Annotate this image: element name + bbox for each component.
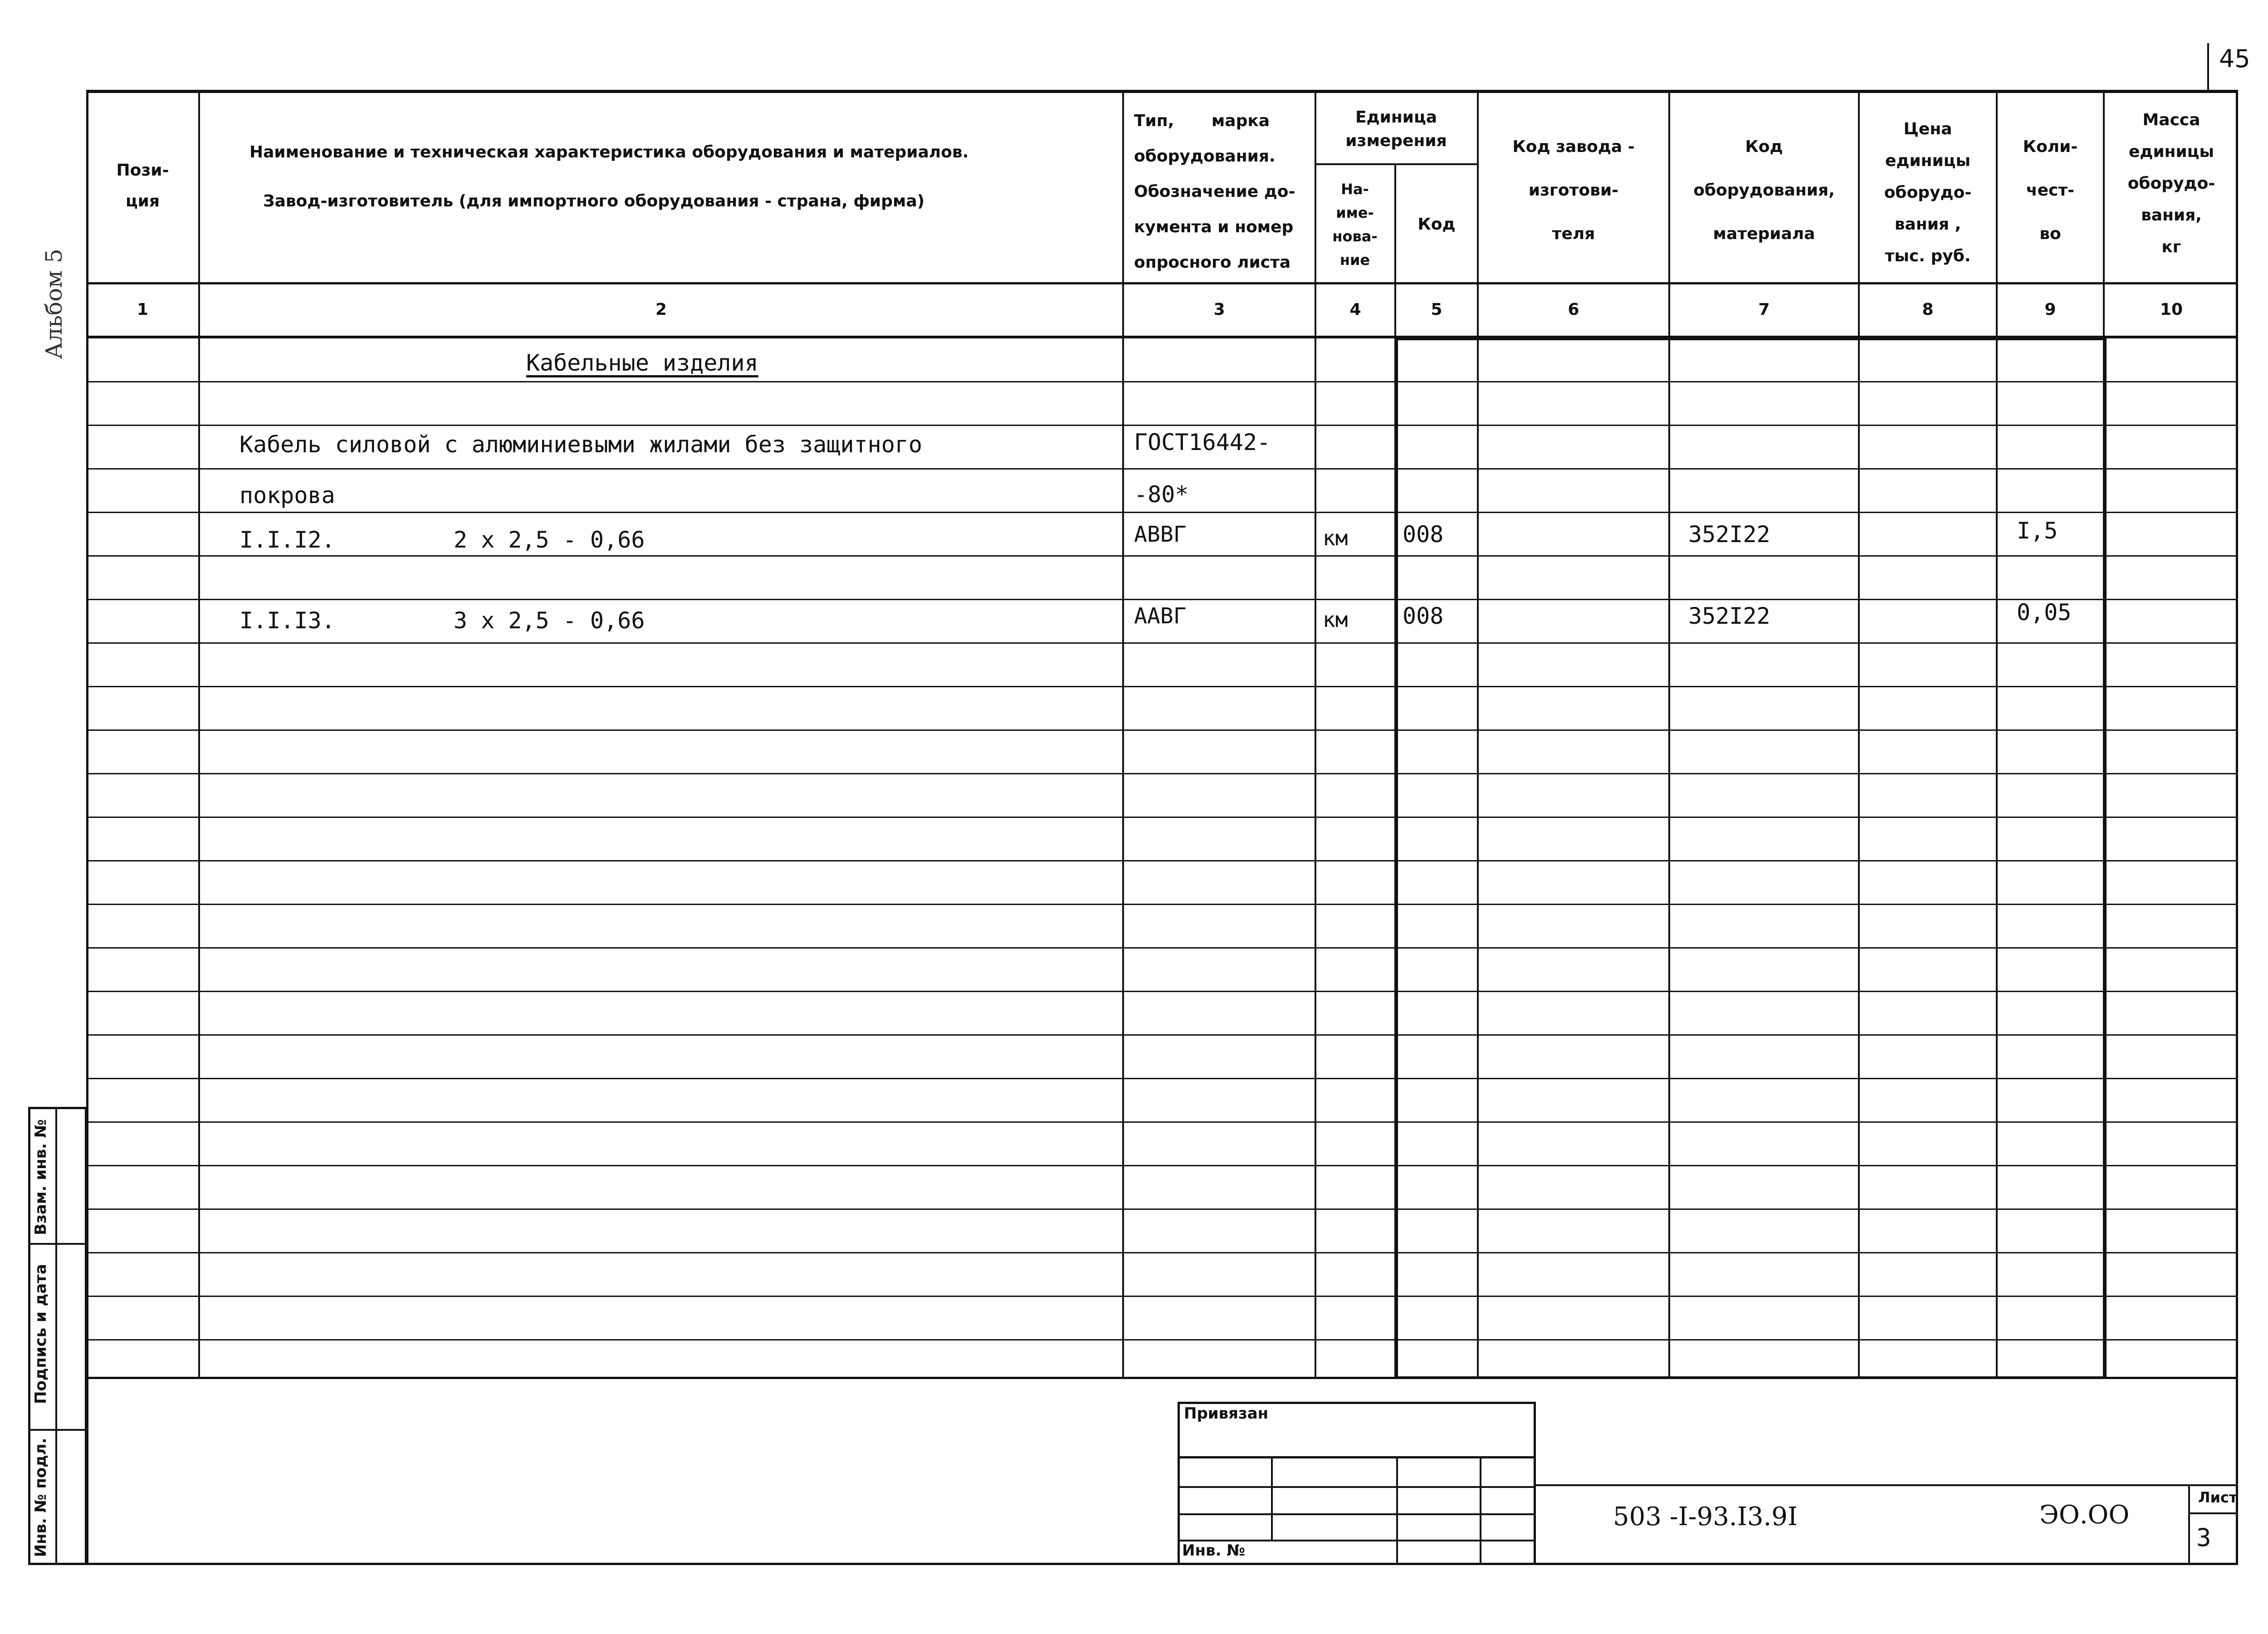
item1-spec: 2 х 2,5 - 0,66 bbox=[454, 527, 645, 553]
section-title: Кабельные изделия bbox=[526, 350, 758, 376]
bottom-frame bbox=[86, 1377, 2238, 1565]
col-number-1: 1 bbox=[137, 300, 149, 319]
header-type-l4: кумента и номер bbox=[1134, 217, 1294, 236]
page-number-divider bbox=[2207, 43, 2209, 93]
list-hline bbox=[2188, 1512, 2238, 1514]
privyazan-line-2 bbox=[1178, 1486, 1536, 1488]
header-equip-l2: оборудования, bbox=[1693, 181, 1835, 200]
header-equip-l3: материала bbox=[1713, 225, 1815, 243]
album-label bbox=[41, 236, 68, 372]
header-unit-name-l2: име- bbox=[1336, 204, 1374, 221]
header-mass bbox=[2105, 100, 2238, 268]
row-rule bbox=[86, 1208, 2238, 1210]
col-line-2 bbox=[1122, 91, 1124, 1379]
privyazan-line-3 bbox=[1178, 1513, 1536, 1515]
header-type-l2: оборудования. bbox=[1134, 147, 1276, 166]
item1-unit: км bbox=[1323, 526, 1348, 550]
header-mass-l4: вания, bbox=[2141, 206, 2202, 225]
item2-equipment-code: 352I22 bbox=[1688, 603, 1770, 629]
col-number-9: 9 bbox=[2044, 300, 2056, 319]
header-mass-l1: Масса bbox=[2142, 111, 2200, 129]
header-unit-l1: Единица bbox=[1355, 108, 1437, 127]
page-number: 45 bbox=[2219, 44, 2250, 73]
item2-type: ААВГ bbox=[1134, 603, 1187, 629]
inv-no-label: Инв. № bbox=[1182, 1541, 1246, 1560]
header-unit-code bbox=[1396, 168, 1477, 281]
row-rule bbox=[86, 686, 2238, 687]
row-doc-line2: -80* bbox=[1134, 481, 1189, 508]
header-unit-name bbox=[1315, 168, 1394, 281]
header-quantity bbox=[1998, 113, 2103, 268]
header-unit-l2: измерения bbox=[1345, 132, 1447, 150]
row-rule bbox=[86, 599, 2238, 600]
row-rule bbox=[86, 1296, 2238, 1297]
col-line-1 bbox=[198, 91, 200, 1379]
side-stamp-inner-line bbox=[55, 1107, 57, 1565]
sheet-code: ЭО.ОО bbox=[2039, 1500, 2130, 1530]
row-rule bbox=[86, 381, 2238, 382]
header-unit-name-l1: На- bbox=[1341, 181, 1369, 198]
header-price-l1: Цена bbox=[1903, 120, 1952, 138]
row-rule bbox=[86, 773, 2238, 774]
item1-position: I.I.I2. bbox=[240, 527, 335, 553]
col-number-7: 7 bbox=[1758, 300, 1770, 319]
header-name bbox=[200, 122, 1122, 231]
header-position-l1: Пози- bbox=[116, 161, 169, 180]
row-doc-line1: ГОСТ16442- bbox=[1134, 429, 1271, 455]
header-unit-name-l3: нова- bbox=[1332, 228, 1378, 245]
item1-equipment-code: 352I22 bbox=[1688, 521, 1770, 548]
header-factory-l3: теля bbox=[1552, 225, 1595, 243]
header-equip-l1: Код bbox=[1745, 137, 1783, 156]
header-unit-name-l4: ние bbox=[1339, 251, 1370, 269]
row-rule bbox=[86, 1252, 2238, 1253]
row-rule bbox=[86, 1165, 2238, 1166]
item2-position: I.I.I3. bbox=[240, 607, 335, 634]
privyazan-label: Привязан bbox=[1184, 1404, 1269, 1423]
header-price bbox=[1860, 109, 1996, 277]
row-rule bbox=[86, 1034, 2238, 1036]
header-mass-l5: кг bbox=[2161, 238, 2181, 256]
row-rule bbox=[86, 947, 2238, 949]
header-unit-group bbox=[1315, 98, 1477, 161]
privyazan-vline-1 bbox=[1271, 1456, 1273, 1541]
col-number-3: 3 bbox=[1213, 300, 1225, 319]
header-position-l2: ция bbox=[125, 192, 160, 210]
item2-spec: 3 х 2,5 - 0,66 bbox=[454, 607, 645, 634]
header-qty-l3: во bbox=[2039, 225, 2061, 243]
header-qty-l1: Коли- bbox=[2023, 137, 2078, 156]
row-rule bbox=[86, 1078, 2238, 1079]
side-inv-podl-label: Инв. № подл. bbox=[32, 1438, 50, 1557]
header-qty-l2: чест- bbox=[2026, 181, 2075, 200]
row-desc-line2: покрова bbox=[240, 482, 335, 509]
doc-code-top-line bbox=[1535, 1484, 2238, 1486]
list-number: 3 bbox=[2196, 1523, 2211, 1552]
header-mass-l2: единицы bbox=[2128, 142, 2214, 161]
row-rule bbox=[86, 512, 2238, 513]
row-rule bbox=[86, 642, 2238, 644]
header-factory-l1: Код завода - bbox=[1512, 137, 1635, 156]
col-number-8: 8 bbox=[1922, 300, 1934, 319]
privyazan-line-1 bbox=[1178, 1456, 1536, 1458]
thick-region bbox=[1395, 338, 2107, 1379]
header-name-l2: Завод-изготовитель (для импортного оборудования - страна, фирма) bbox=[263, 192, 925, 210]
doc-code: 503 -I-93.I3.9I bbox=[1613, 1502, 1798, 1531]
list-vline bbox=[2188, 1484, 2190, 1565]
header-type-l3: Обозначение до- bbox=[1134, 182, 1295, 201]
row-rule bbox=[86, 1339, 2238, 1340]
unit-subheader-line bbox=[1315, 163, 1477, 165]
header-price-l5: тыс. руб. bbox=[1885, 247, 1971, 265]
item2-unit: км bbox=[1323, 607, 1348, 632]
top-extension-line bbox=[86, 90, 2238, 92]
header-equipment-code bbox=[1670, 113, 1858, 268]
header-unit-code-l1: Код bbox=[1418, 215, 1456, 234]
header-factory-l2: изготови- bbox=[1528, 181, 1619, 200]
row-rule bbox=[86, 425, 2238, 426]
row-rule bbox=[86, 860, 2238, 861]
header-type-l1: Тип, марка bbox=[1134, 111, 1270, 130]
privyazan-vline-3 bbox=[1480, 1456, 1481, 1565]
header-type-l5: опросного листа bbox=[1134, 253, 1291, 272]
header-factory-code bbox=[1479, 113, 1668, 268]
col-line-3 bbox=[1315, 91, 1316, 1379]
header-mass-l3: оборудо- bbox=[2127, 174, 2215, 193]
list-label: Лист bbox=[2198, 1489, 2238, 1506]
item1-unit-code: 008 bbox=[1403, 521, 1444, 548]
album-label-text: Альбом 5 bbox=[41, 249, 67, 359]
side-vzam-label: Взам. инв. № bbox=[32, 1119, 50, 1235]
row-rule bbox=[86, 904, 2238, 905]
row-rule bbox=[86, 817, 2238, 818]
side-podpis-label: Подпись и дата bbox=[32, 1264, 50, 1404]
row-rule bbox=[86, 1121, 2238, 1123]
row-rule bbox=[86, 991, 2238, 992]
item1-type: АВВГ bbox=[1134, 522, 1187, 547]
col-number-5: 5 bbox=[1431, 300, 1442, 319]
col-number-2: 2 bbox=[655, 300, 667, 319]
header-price-l2: единицы bbox=[1885, 152, 1971, 170]
col-number-6: 6 bbox=[1568, 300, 1579, 319]
header-position bbox=[87, 136, 198, 236]
privyazan-vline-2 bbox=[1396, 1456, 1398, 1565]
header-name-l1: Наименование и техническая характеристика оборудования и материалов. bbox=[249, 143, 969, 161]
item1-quantity: I,5 bbox=[2017, 518, 2058, 544]
item2-quantity: 0,05 bbox=[2017, 599, 2072, 626]
header-price-l4: вания , bbox=[1894, 215, 1961, 234]
item2-unit-code: 008 bbox=[1403, 603, 1444, 629]
col-number-10: 10 bbox=[2160, 300, 2183, 319]
row-rule bbox=[86, 555, 2238, 557]
header-bottom-line bbox=[86, 282, 2238, 284]
row-rule bbox=[86, 729, 2238, 731]
row-desc-line1: Кабель силовой с алюминиевыми жилами без защитного bbox=[240, 431, 923, 458]
header-price-l3: оборудо- bbox=[1884, 183, 1972, 202]
header-type bbox=[1124, 102, 1315, 281]
row-rule bbox=[86, 468, 2238, 470]
col-number-4: 4 bbox=[1349, 300, 1361, 319]
